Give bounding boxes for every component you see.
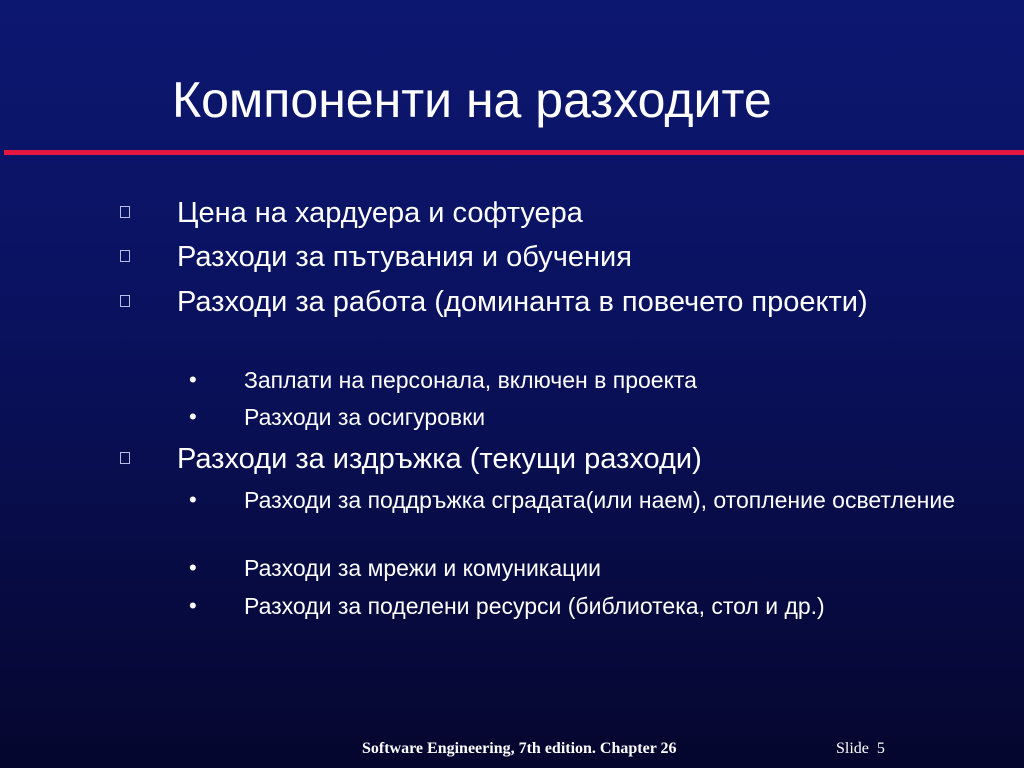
square-bullet-icon [120,250,130,262]
square-bullet-icon [120,295,130,307]
square-bullet-icon [120,206,130,218]
dot-bullet: • [189,487,197,512]
footer-book-title: Software Engineering, 7th edition. Chapter 26 [362,740,677,757]
slide-number: 5 [876,740,885,757]
bullet-text: Разходи за осигуровки [244,404,486,430]
square-bullet-icon [120,452,130,464]
footer-slide-number [836,739,885,759]
bullet-text: Разходи за пътувания и обучения [177,241,632,273]
bullet-text: Разходи за поделени ресурси (библиотека, стол и др.) [244,593,825,619]
slide-label: Slide [836,740,869,757]
bullet-text: Разходи за издръжка (текущи разходи) [177,443,702,475]
slide-title: Компоненти на разходите [172,72,772,128]
bullet-text: Цена на хардуера и софтуера [177,197,583,229]
dot-bullet: • [189,404,197,429]
bullet-text: Разходи за мрежи и комуникации [244,555,602,581]
bullet-text: Заплати на персонала, включен в проекта [244,367,697,393]
bullet-text: Разходи за поддръжка сградата(или наем), отопление осветление [244,487,956,513]
bullet-text: Разходи за работа (доминанта в повечето проекти) [177,286,868,318]
title-divider [4,150,1024,155]
dot-bullet: • [189,555,197,580]
dot-bullet: • [189,367,197,392]
dot-bullet: • [189,593,197,618]
